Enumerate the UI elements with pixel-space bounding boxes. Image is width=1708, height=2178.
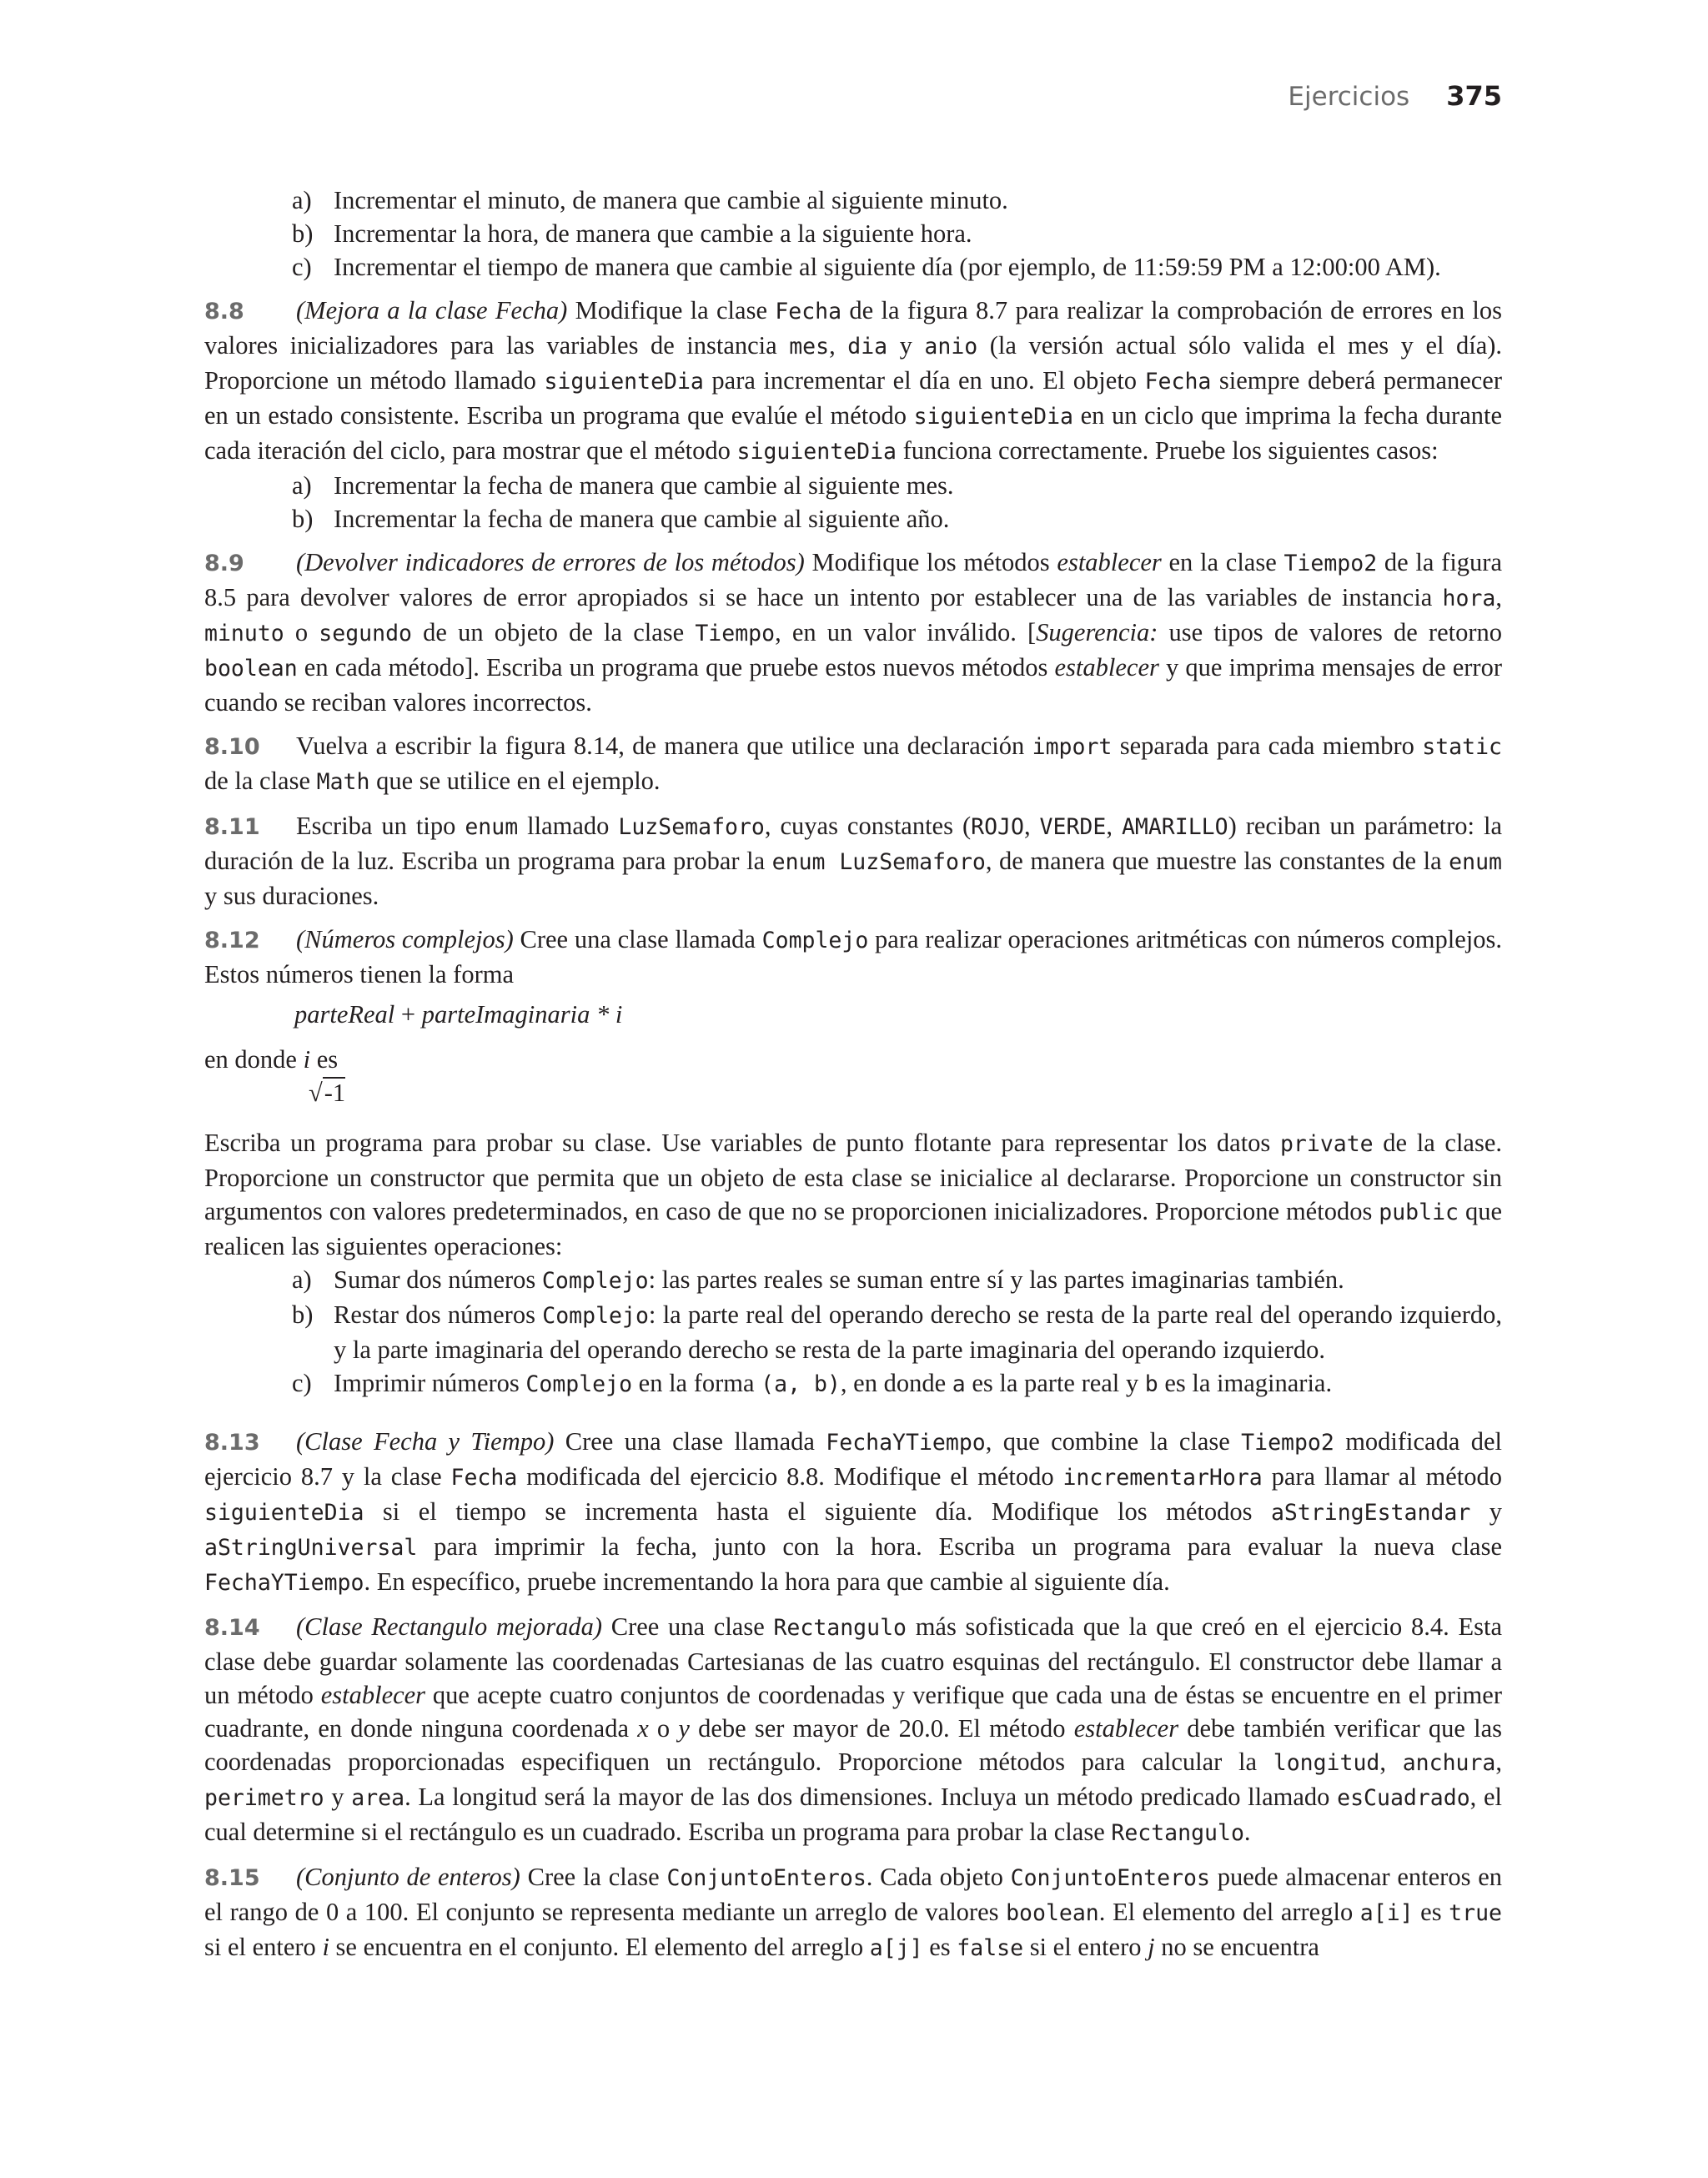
list-item: b) Incrementar la fecha de manera que cambie al siguiente año. xyxy=(292,505,950,533)
exercise-title: (Clase Fecha y Tiempo) xyxy=(296,1427,555,1456)
running-header xyxy=(1288,80,1502,112)
list-item: c) Imprimir números Complejo en la forma (a, b), en donde a es la parte real y b es la imaginaria. xyxy=(292,1369,1333,1397)
exercise-8-13: 8.13 (Clase Fecha y Tiempo) Cree una clase llamada FechaYTiempo, que combine la clase Tiempo2 modificada del ejercicio 8.7 y la clase Fecha modificada del ejercicio 8.8. Modifique el método incrementarHora para llamar al método siguienteDia si el tiempo se incrementa hasta el siguiente día. Modifique los métodos aStringEstandar y aStringUniversal para imprimir la fecha, junto con la hora. Escriba un programa para evaluar la nueva clase FechaYTiempo. En específico, pruebe incrementando la hora para que cambie al siguiente día. xyxy=(204,1427,1503,1596)
list-item: a) Sumar dos números Complejo: las partes reales se suman entre sí y las partes imaginarias también. xyxy=(292,1265,1344,1294)
list-item: c) Incrementar el tiempo de manera que cambie al siguiente día (por ejemplo, de 11:59:59 PM a 12:00:00 AM). xyxy=(292,253,1441,281)
exercise-number: 8.15 xyxy=(204,1865,260,1891)
section-title: Ejercicios xyxy=(1288,82,1410,112)
exercise-number: 8.9 xyxy=(204,551,244,576)
exercise-8-9: 8.9 (Devolver indicadores de errores de los métodos) Modifique los métodos establecer en la clase Tiempo2 de la figura 8.5 para devolver valores de error apropiados si se hace un intento por establecer una de las variables de instancia hora, minuto o segundo de un objeto de la clase Tiempo, en un valor inválido. [Sugerencia: use tipos de valores de retorno boolean en cada método]. Escriba un programa que pruebe estos nuevos métodos establecer y que imprima mensajes de error cuando se reciban valores incorrectos. xyxy=(204,548,1503,717)
top-subitems xyxy=(204,184,1502,284)
exercise-title: (Clase Rectangulo mejorada) xyxy=(296,1612,603,1641)
exercise-title: (Conjunto de enteros) xyxy=(296,1863,520,1891)
exercise-number: 8.10 xyxy=(204,734,260,760)
exercise-number: 8.13 xyxy=(204,1430,260,1456)
list-item: b) Restar dos números Complejo: la parte real del operando derecho se resta de la parte real del operando izquierdo, y la parte imaginaria del operando derecho se resta de la parte imaginaria del operando izquierdo. xyxy=(292,1300,1502,1364)
exercise-number: 8.8 xyxy=(204,299,244,324)
exercise-8-11: 8.11 Escriba un tipo enum llamado LuzSemaforo, cuyas constantes (ROJO, VERDE, AMARILLO) reciban un parámetro: la duración de la luz. Escriba un programa para probar la enum LuzSemaforo, de manera que muestre las constantes de la enum y sus duraciones. xyxy=(204,812,1503,910)
page-body xyxy=(204,184,1502,1975)
exercise-title: (Números complejos) xyxy=(296,925,514,953)
exercise-8-12: 8.12 (Números complejos) Cree una clase llamada Complejo para realizar operaciones aritméticas con números complejos. Estos números tienen la forma parteReal + parteImaginaria * i en donde i es √-1 Escriba un programa para probar su clase. Use variables de punto flotante para representar los datos private de la clase. Proporcione un constructor que permita que un objeto de esta clase se inicialice al declararse. Proporcione un constructor sin argumentos con valores predeterminados, en caso de que no se proporcionen inicializadores. Proporcione métodos public que realicen las siguientes operaciones: a) Sumar dos números Complejo: las partes reales se suman entre sí y las partes imaginarias también. b) Restar dos números Complejo: la parte real del operando derecho se resta de la parte real del operando izquierdo, y la parte imaginaria del operando derecho se resta de la parte imaginaria del operando izquierdo. c) Imprimir números Complejo en la forma (a, b), en donde a es la parte real y b es la imaginaria. xyxy=(204,923,1502,1401)
list-item: b) Incrementar la hora, de manera que cambie a la siguiente hora. xyxy=(292,219,972,248)
exercise-8-8: 8.8 (Mejora a la clase Fecha) Modifique la clase Fecha de la figura 8.7 para realizar la comprobación de errores en los valores inicializadores para las variables de instancia mes, dia y anio (la versión actual sólo valida el mes y el día). Proporcione un método llamado siguienteDia para incrementar el día en uno. El objeto Fecha siempre deberá permanecer en un estado consistente. Escriba un programa que evalúe el método siguienteDia en un ciclo que imprima la fecha durante cada iteración del ciclo, para mostrar que el método siguienteDia funciona correctamente. Pruebe los siguientes casos: a) Incrementar la fecha de manera que cambie al siguiente mes. b) Incrementar la fecha de manera que cambie al siguiente año. xyxy=(204,294,1502,536)
complex-form-formula: parteReal + parteImaginaria * i xyxy=(294,1000,623,1029)
exercise-number: 8.11 xyxy=(204,814,260,840)
exercise-8-15: 8.15 (Conjunto de enteros) Cree la clase ConjuntoEnteros. Cada objeto ConjuntoEnteros puede almacenar enteros en el rango de 0 a 100. El conjunto se representa mediante un arreglo de valores boolean. El elemento del arreglo a[i] es true si el entero i se encuentra en el conjunto. El elemento del arreglo a[j] es false si el entero j no se encuentra xyxy=(204,1863,1502,1961)
sqrt-formula: √-1 xyxy=(309,1079,346,1107)
exercise-8-14: 8.14 (Clase Rectangulo mejorada) Cree una clase Rectangulo más sofisticada que la que creó en el ejercicio 8.4. Esta clase debe guardar solamente las coordenadas Cartesianas de las cuatro esquinas del rectángulo. El constructor debe llamar a un método establecer que acepte cuatro conjuntos de coordenadas y verifique que cada una de éstas se encuentre en el primer cuadrante, en donde ninguna coordenada x o y debe ser mayor de 20.0. El método establecer debe también verificar que las coordenadas proporcionadas especifiquen un rectángulo. Proporcione métodos para calcular la longitud, anchura, perimetro y area. La longitud será la mayor de las dos dimensiones. Incluya un método predicado llamado esCuadrado, el cual determine si el rectángulo es un cuadrado. Escriba un programa para probar la clase Rectangulo. xyxy=(204,1612,1503,1846)
exercise-number: 8.14 xyxy=(204,1615,260,1641)
exercise-title: (Mejora a la clase Fecha) xyxy=(296,296,568,324)
list-item: a) Incrementar la fecha de manera que cambie al siguiente mes. xyxy=(292,471,954,500)
list-item: a) Incrementar el minuto, de manera que cambie al siguiente minuto. xyxy=(292,186,1008,214)
exercise-number: 8.12 xyxy=(204,928,260,953)
page-number: 375 xyxy=(1446,80,1502,112)
exercise-8-10: 8.10 Vuelva a escribir la figura 8.14, de manera que utilice una declaración import separada para cada miembro static de la clase Math que se utilice en el ejemplo. xyxy=(204,732,1502,795)
exercise-title: (Devolver indicadores de errores de los métodos) xyxy=(296,548,805,576)
